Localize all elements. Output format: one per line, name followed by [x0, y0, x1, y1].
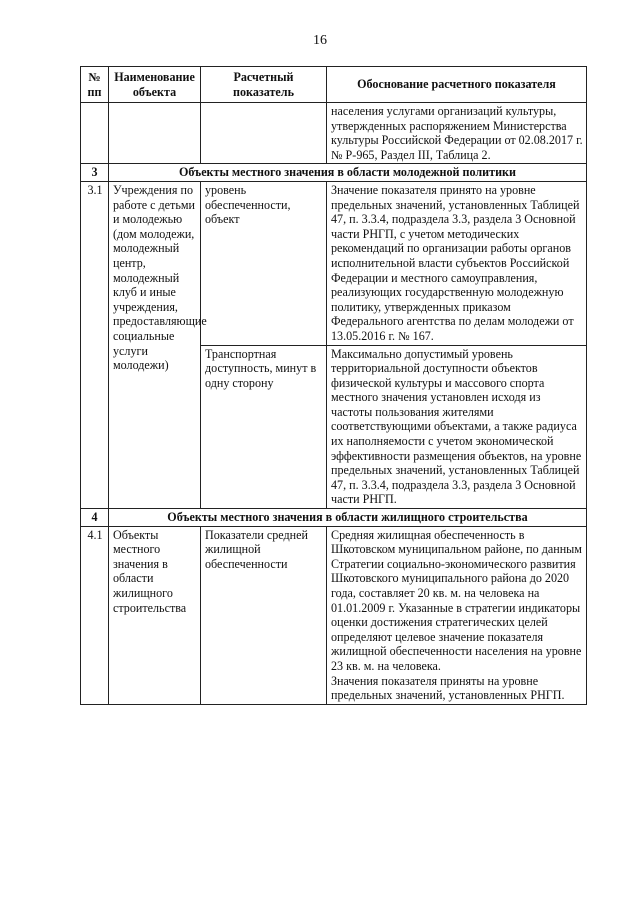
item-number: 3.1: [81, 181, 109, 508]
indicator-name: уровень обеспеченности, объект: [201, 181, 327, 345]
table-header-row: [81, 67, 587, 103]
section-number: 3: [81, 164, 109, 182]
table-row: [81, 181, 587, 345]
table-row: [81, 103, 587, 164]
section-row: [81, 509, 587, 527]
cell-empty: [81, 103, 109, 164]
header-indicator: Расчетный показатель: [201, 67, 327, 103]
table-row: [81, 526, 587, 704]
object-name: Объекты местного значения в области жилищного строительства: [109, 526, 201, 704]
item-number: 4.1: [81, 526, 109, 704]
section-title: Объекты местного значения в области молодежной политики: [109, 164, 587, 182]
section-row: [81, 164, 587, 182]
section-title: Объекты местного значения в области жилищного строительства: [109, 509, 587, 527]
basis-paragraph: Средняя жилищная обеспеченность в Шкотовском муниципальном районе, по данным Стратегии социально-экономического развития Шкотовского муниципального района до 2020 года, составляет 20 кв. м. на человека на 01.01.2009 г. Указанные в стратегии индикаторы оценки достижения стратегических целей определяют целевое значение показателя жилищной обеспеченности населения на уровне 23 кв. м. на человека.: [331, 527, 582, 673]
indicator-basis: Значение показателя принято на уровне предельных значений, установленных Таблицей 47, п. 3.3.4, подраздела 3.3, раздела 3 Основной части РНГП, с учетом методических рекомендаций по организации работы органов исполнительной власти субъектов Российской Федерации и местного самоуправления, реализующих государственную молодежную политику, утвержденных приказом Федерального агентства по делам молодежи от 13.05.2016 г. № 167.: [327, 181, 587, 345]
indicator-basis: [327, 526, 587, 704]
section-number: 4: [81, 509, 109, 527]
header-basis: Обоснование расчетного показателя: [327, 67, 587, 103]
header-name: Наименование объекта: [109, 67, 201, 103]
page-number: 16: [313, 33, 327, 48]
header-num: № пп: [81, 67, 109, 103]
continuation-basis: населения услугами организаций культуры, утвержденных распоряжением Министерства культуры Российской Федерации от 02.08.2017 г. № Р-965, Раздел III, Таблица 2.: [327, 103, 587, 164]
cell-empty: [109, 103, 201, 164]
cell-empty: [201, 103, 327, 164]
object-name: Учреждения по работе с детьми и молодежью (дом молодежи, молодежный центр, молодежный клуб и иные учреждения, предоставляющие социальные услуги молодежи): [109, 181, 201, 508]
standards-table: [80, 66, 587, 705]
basis-paragraph: Значения показателя приняты на уровне предельных значений, установленных РНГП.: [331, 673, 565, 703]
indicator-basis: Максимально допустимый уровень территориальной доступности объектов физической культуры и массового спорта местного значения установлен исходя из частоты пользования жителями соответствующими объектами, а также радиуса их наполняемости с учетом экономической эффективности размещения объектов, на уровне предельных значений, установленных Таблицей 47, п. 3.3.4, подраздела 3.3, раздела 3 Основной части РНГП.: [327, 345, 587, 509]
indicator-name: Показатели средней жилищной обеспеченности: [201, 526, 327, 704]
indicator-name: Транспортная доступность, минут в одну сторону: [201, 345, 327, 509]
